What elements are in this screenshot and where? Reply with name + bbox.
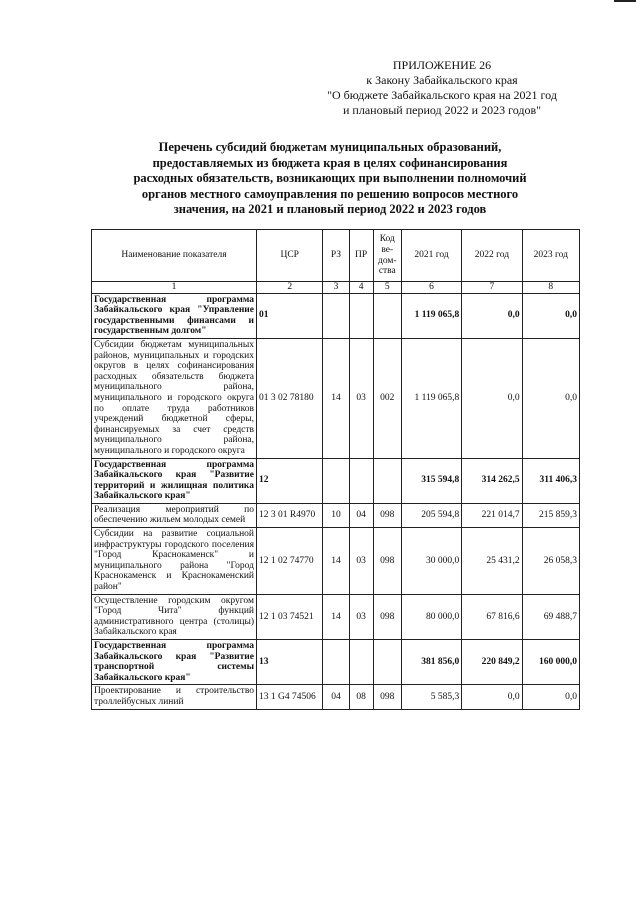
header-rz: РЗ [323, 230, 349, 282]
row-2022: 0,0 [462, 338, 522, 458]
row-rz: 04 [323, 685, 349, 709]
subsidy-row [92, 503, 580, 527]
subsidy-row [92, 685, 580, 709]
row-name: Государственная программа Забайкальского края "Развитие территорий и жилищная политика Забайкальского края" [92, 458, 257, 503]
row-2021: 5 585,3 [401, 685, 461, 709]
appendix-law-title-line1: "О бюджете Забайкальского края на 2021 год [327, 88, 557, 102]
row-2023: 215 859,3 [522, 503, 579, 527]
row-2022: 67 816,6 [462, 594, 522, 639]
row-pr: 04 [349, 503, 373, 527]
row-rz: 10 [323, 503, 349, 527]
row-2022: 314 262,5 [462, 458, 522, 503]
appendix-law-title-line2: и плановый период 2022 и 2023 годов" [342, 103, 542, 117]
row-2023: 0,0 [522, 685, 579, 709]
column-number: 3 [323, 282, 349, 294]
header-2022: 2022 год [462, 230, 522, 282]
column-number: 7 [462, 282, 522, 294]
row-2022: 221 014,7 [462, 503, 522, 527]
row-name: Субсидии бюджетам муниципальных районов, муниципальных и городских округов в целях софинансирования расходных обязательств бюджета муниципального района, муниципального и городского округа по оплате труда работников учреждений бюджетной сферы, финансируемых за счет средств муниципального района, муниципального и городского округа [92, 338, 257, 458]
header-2021: 2021 год [401, 230, 461, 282]
row-vedomstvo [373, 293, 401, 338]
row-rz [323, 458, 349, 503]
header-pr: ПР [349, 230, 373, 282]
row-2021: 1 119 065,8 [401, 293, 461, 338]
row-csr: 13 1 G4 74506 [257, 685, 323, 709]
row-name: Проектирование и строительство троллейбусных линий [92, 685, 257, 709]
row-rz: 14 [323, 338, 349, 458]
row-csr: 12 1 03 74521 [257, 594, 323, 639]
appendix-header [292, 58, 592, 118]
column-number: 4 [349, 282, 373, 294]
appendix-number: ПРИЛОЖЕНИЕ 26 [392, 58, 492, 72]
column-number: 8 [522, 282, 579, 294]
row-2021: 80 000,0 [401, 594, 461, 639]
row-2023: 69 488,7 [522, 594, 579, 639]
header-2023: 2023 год [522, 230, 579, 282]
row-pr: 03 [349, 338, 373, 458]
row-2023: 0,0 [522, 293, 579, 338]
title-line-5: значения, на 2021 и плановый период 2022 и 2023 годов [173, 202, 487, 216]
appendix-law-reference: к Закону Забайкальского края [366, 73, 518, 87]
row-csr: 12 [257, 458, 323, 503]
row-2022: 25 431,2 [462, 528, 522, 595]
row-name: Государственная программа Забайкальского края "Развитие транспортной системы Забайкальского края" [92, 640, 257, 685]
row-vedomstvo [373, 640, 401, 685]
program-row [92, 293, 580, 338]
row-2022: 0,0 [462, 293, 522, 338]
row-2021: 315 594,8 [401, 458, 461, 503]
row-name: Осуществление городским округом "Город Чита" функций административного центра (столицы) Забайкальского края [92, 594, 257, 639]
row-2023: 311 406,3 [522, 458, 579, 503]
program-row [92, 458, 580, 503]
row-csr: 01 [257, 293, 323, 338]
program-row [92, 640, 580, 685]
row-vedomstvo: 098 [373, 594, 401, 639]
row-vedomstvo: 098 [373, 503, 401, 527]
column-number: 6 [401, 282, 461, 294]
row-csr: 12 1 02 74770 [257, 528, 323, 595]
column-number-row [92, 282, 580, 294]
row-rz [323, 293, 349, 338]
row-pr: 03 [349, 594, 373, 639]
row-pr: 03 [349, 528, 373, 595]
row-vedomstvo: 098 [373, 528, 401, 595]
subsidy-row [92, 528, 580, 595]
row-pr [349, 640, 373, 685]
header-csr: ЦСР [257, 230, 323, 282]
subsidy-row [92, 594, 580, 639]
row-csr: 01 3 02 78180 [257, 338, 323, 458]
row-rz: 14 [323, 528, 349, 595]
row-vedomstvo: 002 [373, 338, 401, 458]
subsidy-row [92, 338, 580, 458]
row-csr: 12 3 01 R4970 [257, 503, 323, 527]
row-vedomstvo: 098 [373, 685, 401, 709]
row-2021: 205 594,8 [401, 503, 461, 527]
title-line-2: предоставляемых из бюджета края в целях софинансирования [152, 155, 508, 170]
row-2021: 381 856,0 [401, 640, 461, 685]
row-2023: 26 058,3 [522, 528, 579, 595]
row-rz [323, 640, 349, 685]
title-line-3: расходных обязательств, возникающих при выполнении полномочий [133, 171, 527, 185]
row-csr: 13 [257, 640, 323, 685]
subsidies-table [91, 229, 580, 710]
row-2022: 220 849,2 [462, 640, 522, 685]
row-pr: 08 [349, 685, 373, 709]
table-header-row [92, 230, 580, 282]
title-line-4: органов местного самоуправления по решению вопросов местного [141, 186, 519, 201]
header-vedomstvo: Код ве-дом-ства [373, 230, 401, 282]
document-title [100, 140, 560, 218]
row-name: Государственная программа Забайкальского края "Управление государственными финансами и государственным долгом" [92, 293, 257, 338]
row-rz: 14 [323, 594, 349, 639]
row-name: Реализация мероприятий по обеспечению жильем молодых семей [92, 503, 257, 527]
row-2021: 1 119 065,8 [401, 338, 461, 458]
row-pr [349, 458, 373, 503]
row-vedomstvo [373, 458, 401, 503]
header-name: Наименование показателя [92, 230, 257, 282]
title-line-1: Перечень субсидий бюджетам муниципальных образований, [158, 140, 502, 154]
column-number: 5 [373, 282, 401, 294]
row-pr [349, 293, 373, 338]
row-2023: 160 000,0 [522, 640, 579, 685]
corner-scan-mark [614, 0, 636, 2]
row-2021: 30 000,0 [401, 528, 461, 595]
column-number: 2 [257, 282, 323, 294]
row-name: Субсидии на развитие социальной инфраструктуры городского поселения "Город Краснокаменск" и муниципального района "Город Краснокаменск и Краснокаменский район" [92, 528, 257, 595]
row-2022: 0,0 [462, 685, 522, 709]
row-2023: 0,0 [522, 338, 579, 458]
column-number: 1 [92, 282, 257, 294]
